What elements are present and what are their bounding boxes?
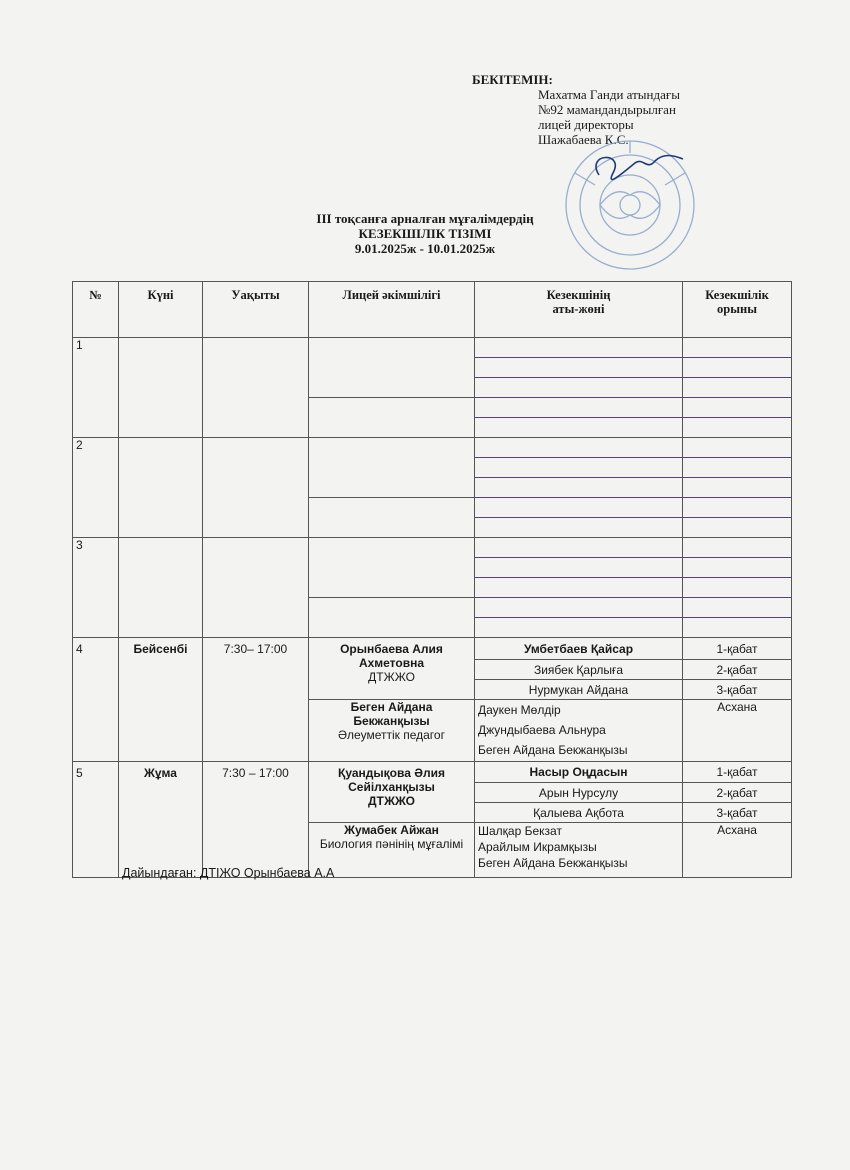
row-duty — [475, 338, 683, 358]
row-duty — [475, 478, 683, 498]
row-time — [203, 538, 309, 638]
duty-person: Насыр Оңдасын — [475, 762, 683, 783]
row-place — [683, 458, 792, 478]
row-time: 7:30– 17:00 — [203, 638, 309, 762]
row-place — [683, 558, 792, 578]
header-duty-place-line1: Кезекшілік — [705, 288, 769, 302]
row-duty — [475, 358, 683, 378]
row-day: Жұма — [119, 762, 203, 878]
row-duty — [475, 598, 683, 618]
row-time — [203, 438, 309, 538]
row-admin — [309, 498, 475, 538]
row-admin — [309, 398, 475, 438]
title-dates: 9.01.2025ж - 10.01.2025ж — [354, 241, 496, 256]
row-duty — [475, 378, 683, 398]
admin-role: Әлеуметтік педагог — [338, 728, 445, 742]
approval-line: лицей директоры — [538, 117, 634, 132]
row-place — [683, 598, 792, 618]
title-line-2: КЕЗЕКШІЛІК ТІЗІМІ — [358, 226, 492, 241]
admin-name: Жумабек Айжан — [344, 823, 439, 837]
row-num: 4 — [73, 638, 119, 762]
row-place — [683, 378, 792, 398]
admin-role: ДТЖЖО — [367, 794, 416, 808]
duty-person: Арын Нурсулу — [475, 783, 683, 803]
duty-person: Нурмукан Айдана — [475, 680, 683, 700]
duty-person: Беген Айдана Бекжанқызы — [478, 743, 628, 757]
table-header-row — [73, 282, 792, 338]
row-admin — [309, 538, 475, 598]
admin-name: Қуандықова Әлия Сейілханқызы — [338, 766, 445, 794]
header-duty-person — [475, 282, 683, 338]
duty-place: Асхана — [683, 700, 792, 762]
row-num: 3 — [73, 538, 119, 638]
row-duty — [475, 618, 683, 638]
row-duty — [475, 398, 683, 418]
row-time — [203, 338, 309, 438]
row-num: 2 — [73, 438, 119, 538]
table-row — [73, 538, 792, 558]
row-duty — [475, 558, 683, 578]
header-duty-person-line1: Кезекшінің — [546, 288, 611, 302]
duty-place: 3-қабат — [683, 803, 792, 823]
row-place — [683, 338, 792, 358]
row-day — [119, 538, 203, 638]
duty-person: Шалқар Бекзат — [478, 824, 562, 838]
row-duty — [475, 578, 683, 598]
row-place — [683, 438, 792, 458]
row-admin — [309, 638, 475, 700]
duty-place: 3-қабат — [683, 680, 792, 700]
document-title — [225, 211, 625, 256]
row-day — [119, 338, 203, 438]
row-admin — [309, 762, 475, 823]
row-num: 5 — [73, 762, 119, 878]
row-place — [683, 478, 792, 498]
row-place — [683, 538, 792, 558]
duty-person: Арайлым Икрамқызы — [478, 840, 597, 854]
duty-person: Джундыбаева Альнура — [478, 723, 606, 737]
table-row — [73, 762, 792, 783]
row-duty — [475, 518, 683, 538]
row-duty — [475, 498, 683, 518]
header-time: Уақыты — [203, 282, 309, 338]
table-row — [73, 638, 792, 660]
duty-place: 1-қабат — [683, 638, 792, 660]
row-duty — [475, 538, 683, 558]
row-day: Бейсенбі — [119, 638, 203, 762]
row-day — [119, 438, 203, 538]
duty-place: 2-қабат — [683, 783, 792, 803]
row-place — [683, 618, 792, 638]
header-duty-place-line2: орыны — [717, 302, 757, 316]
duty-person-list — [475, 823, 683, 878]
row-place — [683, 498, 792, 518]
prepared-by-note: Дайындаған: ДТІЖО Орынбаева А.А — [122, 866, 335, 880]
header-day: Күні — [119, 282, 203, 338]
row-place — [683, 358, 792, 378]
header-num: № — [73, 282, 119, 338]
header-duty-place — [683, 282, 792, 338]
header-duty-person-line2: аты-жөні — [552, 302, 605, 316]
row-place — [683, 578, 792, 598]
admin-name: Беген Айдана Бекжанқызы — [350, 700, 433, 728]
admin-role: Биология пәнінің мұғалімі — [319, 837, 464, 851]
duty-place: 1-қабат — [683, 762, 792, 783]
row-admin — [309, 338, 475, 398]
row-admin — [309, 438, 475, 498]
duty-person: Қалыева Ақбота — [475, 803, 683, 823]
approval-heading: БЕКІТЕМІН: — [472, 72, 553, 87]
duty-person: Умбетбаев Қайсар — [475, 638, 683, 660]
duty-person-list — [475, 700, 683, 762]
duty-table — [72, 281, 792, 878]
row-duty — [475, 458, 683, 478]
row-place — [683, 398, 792, 418]
duty-person: Даукен Мөлдір — [478, 703, 561, 717]
title-line-1: ІІІ тоқсанға арналған мұғалімдердің — [316, 211, 534, 226]
row-admin — [309, 598, 475, 638]
row-time: 7:30 – 17:00 — [203, 762, 309, 878]
approval-line: Махатма Ганди атындағы — [538, 87, 680, 102]
table-row — [73, 338, 792, 358]
admin-name: Орынбаева Алия Ахметовна — [340, 642, 443, 670]
duty-place: 2-қабат — [683, 660, 792, 680]
header-admin: Лицей әкімшілігі — [309, 282, 475, 338]
row-duty — [475, 438, 683, 458]
row-place — [683, 518, 792, 538]
admin-role: ДТЖЖО — [368, 670, 415, 684]
row-admin — [309, 700, 475, 762]
table-row — [73, 438, 792, 458]
duty-place: Асхана — [683, 823, 792, 878]
row-place — [683, 418, 792, 438]
approval-line: №92 мамандандырылған — [538, 102, 676, 117]
duty-person: Зиябек Қарлығa — [475, 660, 683, 680]
approval-line: Шажабаева К.С. — [538, 132, 629, 147]
row-num: 1 — [73, 338, 119, 438]
row-duty — [475, 418, 683, 438]
duty-person: Беген Айдана Бекжанқызы — [478, 856, 628, 870]
